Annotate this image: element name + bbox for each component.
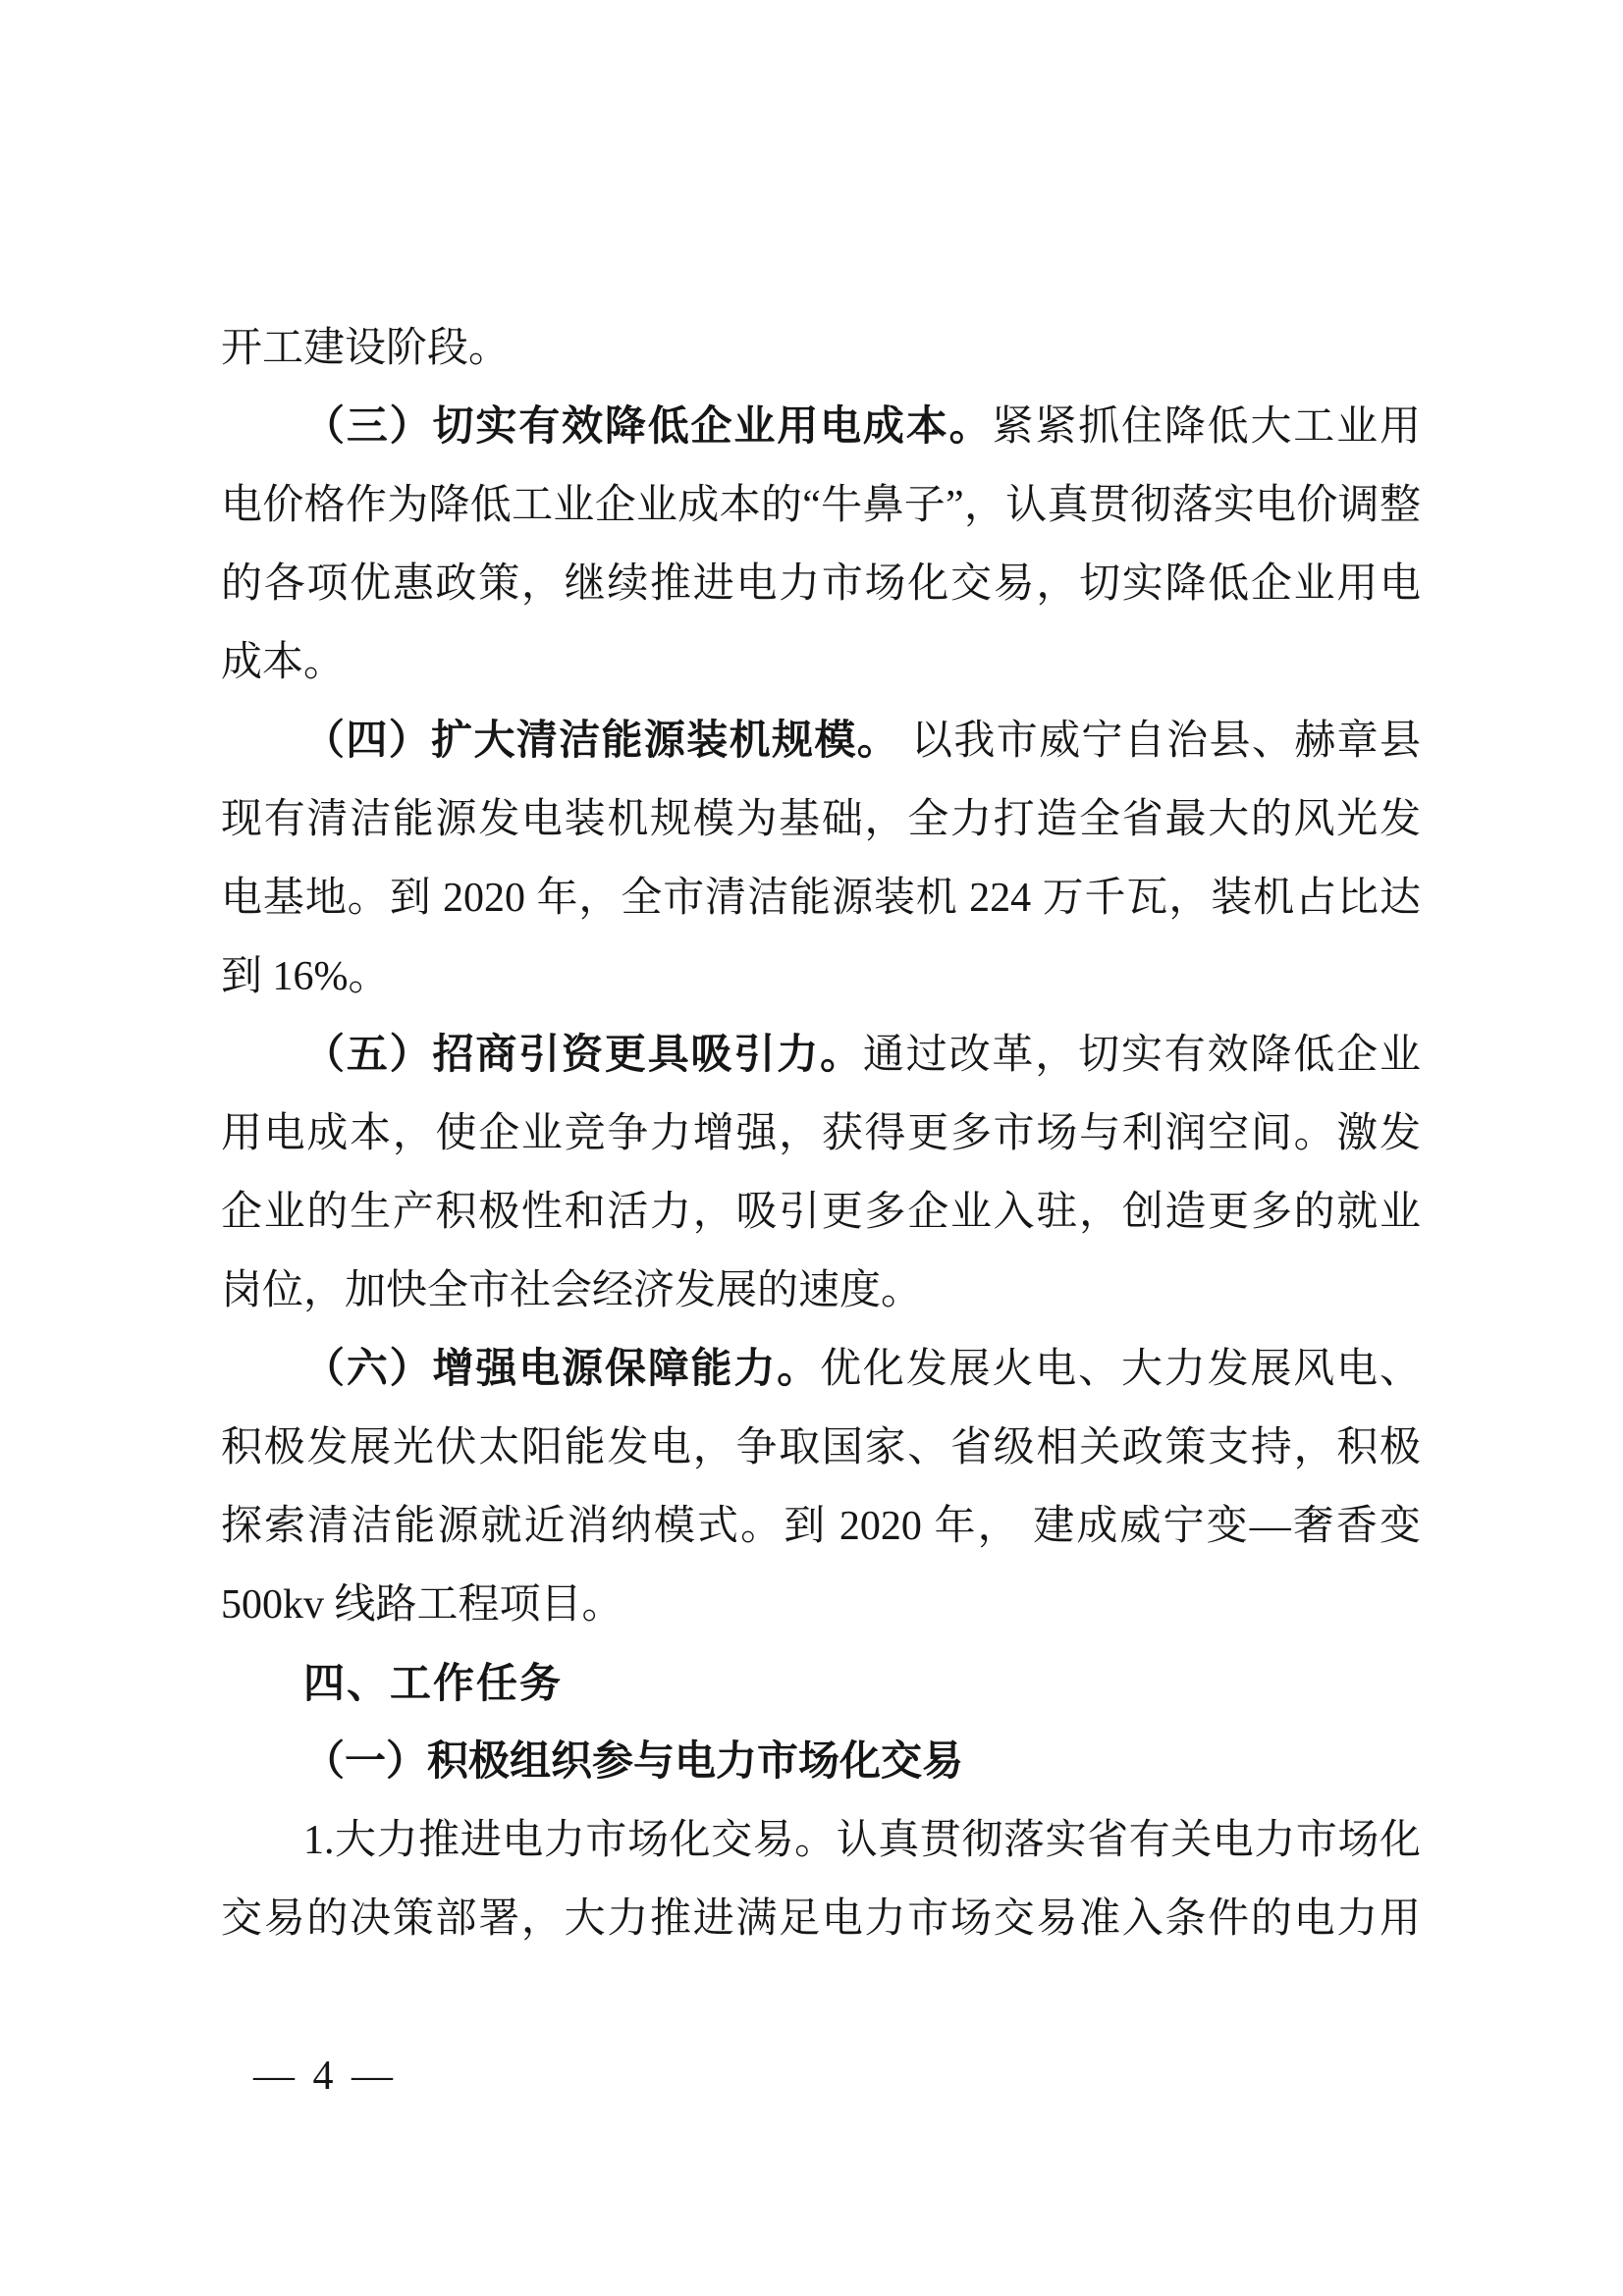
body-text-segment: 交易的决策部署，大力推进满足电力市场交易准入条件的电力用 xyxy=(221,1896,1421,1942)
text-line xyxy=(221,1644,1421,1723)
text-line xyxy=(221,309,1421,388)
text-line xyxy=(221,466,1421,545)
text-line xyxy=(221,1173,1421,1252)
section-heading-segment: （四）扩大清洁能源装机规模。 xyxy=(303,719,900,764)
text-line xyxy=(221,1566,1421,1644)
body-text-segment: 优化发展火电、大力发展风电、 xyxy=(820,1347,1421,1392)
body-text-segment: 1.大力推进电力市场化交易。认真贯彻落实省有关电力市场化 xyxy=(303,1818,1421,1863)
body-text-segment: 500kv 线路工程项目。 xyxy=(221,1582,623,1628)
body-text-segment: 用电成本，使企业竞争力增强，获得更多市场与利润空间。激发 xyxy=(221,1111,1421,1156)
section-heading-segment: （五）招商引资更具吸引力。 xyxy=(303,1033,863,1078)
body-text-segment: 以我市威宁自治县、赫章县 xyxy=(899,719,1421,764)
text-line xyxy=(221,1252,1421,1330)
body-text-segment: 企业的生产积极性和活力，吸引更多企业入驻，创造更多的就业 xyxy=(221,1190,1421,1235)
text-line xyxy=(221,1409,1421,1487)
text-line xyxy=(221,1880,1421,1958)
body-text-segment: 探索清洁能源就近消纳模式。到 2020 年， 建成威宁变—奢香变 xyxy=(221,1504,1421,1549)
text-line xyxy=(221,1723,1421,1801)
text-line xyxy=(221,1487,1421,1566)
text-line xyxy=(221,937,1421,1016)
body-text-segment: 的各项优惠政策，继续推进电力市场化交易，切实降低企业用电 xyxy=(221,561,1421,607)
text-line xyxy=(221,780,1421,859)
text-line xyxy=(221,623,1421,702)
body-text-segment: 积极发展光伏太阳能发电，争取国家、省级相关政策支持，积极 xyxy=(221,1425,1421,1470)
body-text-segment: 现有清洁能源发电装机规模为基础，全力打造全省最大的风光发 xyxy=(221,797,1421,842)
body-text-segment: 通过改革，切实有效降低企业 xyxy=(862,1033,1421,1078)
section-heading-segment: （六）增强电源保障能力。 xyxy=(303,1347,821,1392)
body-text-segment: 电基地。到 2020 年，全市清洁能源装机 224 万千瓦，装机占比达 xyxy=(221,876,1421,921)
text-line xyxy=(221,1095,1421,1173)
text-line xyxy=(221,1016,1421,1095)
body-text-segment: 电价格作为降低工业企业成本的“牛鼻子”，认真贯彻落实电价调整 xyxy=(221,483,1421,528)
chapter-heading-segment: 四、工作任务 xyxy=(303,1660,564,1706)
text-line xyxy=(221,545,1421,623)
body-text-segment: 紧紧抓住降低大工业用 xyxy=(992,404,1421,450)
body-text-segment: 成本。 xyxy=(221,640,346,685)
text-line xyxy=(221,1801,1421,1880)
section-heading-segment: （三）切实有效降低企业用电成本。 xyxy=(303,404,993,450)
document-body xyxy=(221,309,1421,1958)
page-number: — 4 — xyxy=(253,2054,397,2099)
section-heading-segment: （一）积极组织参与电力市场化交易 xyxy=(303,1739,964,1785)
text-line xyxy=(221,1330,1421,1409)
text-line xyxy=(221,859,1421,937)
body-text-segment: 开工建设阶段。 xyxy=(221,326,511,371)
body-text-segment: 岗位，加快全市社会经济发展的速度。 xyxy=(221,1268,923,1313)
body-text-segment: 到 16%。 xyxy=(221,954,390,999)
text-line xyxy=(221,702,1421,780)
text-line xyxy=(221,388,1421,466)
